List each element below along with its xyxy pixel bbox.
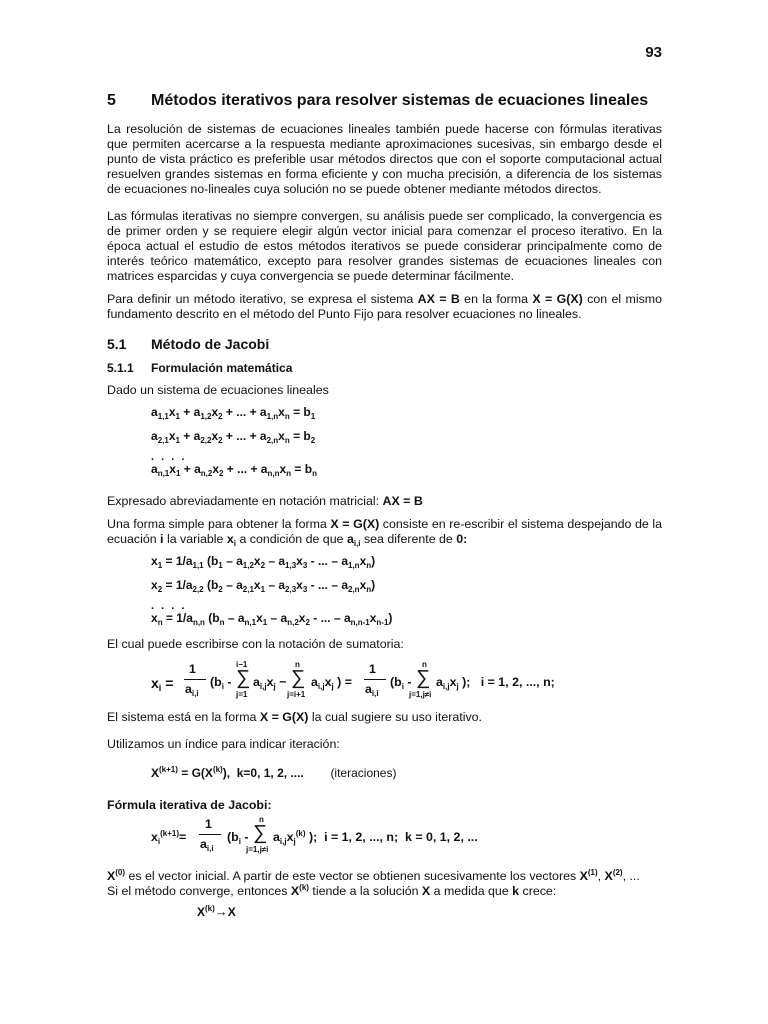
subsection-title: Formulación matemática bbox=[151, 361, 293, 375]
chapter-title: Métodos iterativos para resolver sistemas de ecuaciones lineales bbox=[151, 92, 649, 109]
summation-equation: $x_i$ = 1 $a_{i,i}$ ($b_i$ - i−1 ∑ j=1 $a_{i,j}x_j$ − n ∑ j=i+1 $a_{i,j}x_j$ ) = 1 $a_{i,i}$ ($b_i$ - n ∑ j=1,j≠i $a_{i,j}x_j$ ); i = 1, 2, ..., n; bbox=[151, 660, 555, 699]
subsection-heading bbox=[107, 361, 662, 375]
text-given-system: Dado un sistema de ecuaciones lineales bbox=[107, 383, 329, 397]
equation-row-2: $a_{2,1}x_1 + a_{2,2}x_2$ + ... + $a_{2,n}x_n = b_2$ bbox=[151, 429, 316, 445]
equation-row-1: $a_{1,1}x_1 + a_{1,2}x_2$ + ... + $a_{1,n}x_n = b_1$ bbox=[151, 405, 316, 421]
equation-row-n: $a_{n,1}x_1 + a_{n,2}x_2$ + ... + $a_{n,n}x_n = b_n$ bbox=[151, 462, 317, 478]
limit-expression: $X^{(k)}\to X$ bbox=[197, 904, 236, 919]
jacobi-formula: $x_i^{(k+1)}=$ 1 $a_{i,i}$ ($b_i$ - n ∑ j=1,j≠i $a_{i,j}x_j^{(k)}$ ); i = 1, 2, ..., n; k = 0, 1, 2, ... bbox=[151, 815, 478, 854]
iterations-label: (iteraciones) bbox=[330, 766, 397, 780]
text-initial-vector: $X^{(0)}$ es el vector inicial. A partir de este vector se obtienen sucesivamente los vectores $X^{(1)}$, $X^{(2)}$, ... bbox=[107, 868, 640, 883]
chapter-heading bbox=[107, 92, 662, 110]
text-summation: El cual puede escribirse con la notación de sumatoria: bbox=[107, 637, 404, 651]
paragraph-intro: La resolución de sistemas de ecuaciones lineales también puede hacerse con fórmulas iterativas que permiten acercarse a la respuesta mediante aproximaciones sucesivas, sin embargo desde el punto de vista práctico es preferible usar métodos directos que con el soporte computacional actual resuelven grandes sistemas en forma eficiente y con mucha precisión, a diferencia de los sistemas de ecuaciones no-lineales cuya solución no se puede obtener mediante métodos directos. bbox=[107, 122, 662, 196]
section-title: Método de Jacobi bbox=[151, 336, 270, 352]
solved-row-2: $x_2 = 1/a_{2,2}$ ($b_2 - a_{2,1}x_1 - a_{2,3}x_3$ - ... – $a_{2,n}x_n$) bbox=[151, 578, 376, 594]
linear-system-equations bbox=[107, 405, 662, 476]
page-content bbox=[107, 92, 662, 929]
paragraph-definition: Para definir un método iterativo, se expresa el sistema AX = B en la forma X = G(X) con el mismo fundamento descrito en el método del Punto Fijo para resolver ecuaciones no lineales. bbox=[107, 292, 662, 321]
jacobi-formula-heading: Fórmula iterativa de Jacobi: bbox=[107, 798, 272, 812]
section-number: 5.1 bbox=[107, 336, 127, 352]
subsection-number: 5.1.1 bbox=[107, 361, 134, 375]
solved-system-equations bbox=[107, 554, 662, 625]
solved-ellipsis: . . . . bbox=[151, 600, 187, 612]
text-system-form: El sistema está en la forma X = G(X) la cual sugiere su uso iterativo. bbox=[107, 710, 482, 724]
text-iteration-index: Utilizamos un índice para indicar iteración: bbox=[107, 737, 340, 751]
section-heading bbox=[107, 336, 662, 352]
iteration-equation: $X^{(k+1)} = G(X^{(k)})$, k=0, 1, 2, .... (iteraciones) bbox=[151, 765, 397, 780]
text-simple-form: Una forma simple para obtener la forma X = G(X) consiste en re-escribir el sistema despejando de la ecuación i la variable $x_i$ a condición de que $a_{i,i}$ sea diferente de 0: bbox=[107, 517, 662, 548]
equation-ellipsis: . . . . bbox=[151, 451, 187, 463]
solved-row-1: $x_1 = 1/a_{1,1}$ ($b_1 - a_{1,2}x_2 - a_{1,3}x_3$ - ... – $a_{1,n}x_n$) bbox=[151, 554, 376, 570]
paragraph-convergence: Las fórmulas iterativas no siempre convergen, su análisis puede ser complicado, la convergencia es de primer orden y se requiere elegir algún vector inicial para comenzar el proceso iterativo. En la época actual el estudio de estos métodos iterativos se puede considerar principalmente como de interés teórico matemático, excepto para resolver grandes sistemas de ecuaciones lineales con matrices esparcidas y cuya convergencia se puede determinar fácilmente. bbox=[107, 209, 662, 283]
page-number: 93 bbox=[645, 44, 662, 61]
text-matrix-notation: Expresado abreviadamente en notación matricial: AX = B bbox=[107, 494, 423, 508]
chapter-number: 5 bbox=[107, 92, 116, 109]
solved-row-n: $x_n = 1/a_{n,n}$ ($b_n - a_{n,1}x_1 - a_{n,2}x_2$ - ... – $a_{n,n-1}x_{n-1}$) bbox=[151, 611, 393, 627]
text-convergence-condition: Si el método converge, entonces $X^{(k)}$ tiende a la solución X a medida que k crece: bbox=[107, 883, 557, 898]
